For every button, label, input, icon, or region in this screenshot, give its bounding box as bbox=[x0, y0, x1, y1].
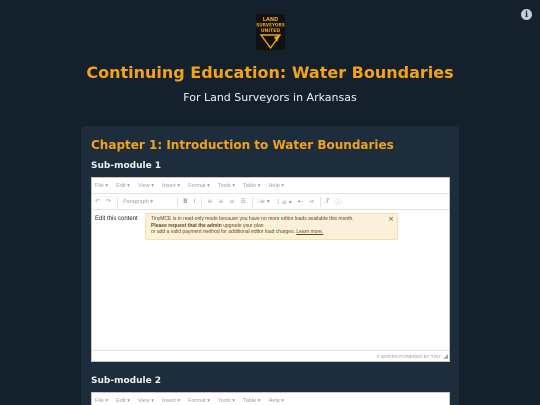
menu-file[interactable]: File ▾ bbox=[95, 397, 109, 404]
editor-statusbar bbox=[92, 350, 449, 361]
menu-table[interactable]: Table ▾ bbox=[243, 397, 261, 404]
editor-menubar bbox=[92, 393, 449, 405]
align-right-icon[interactable]: ≡ bbox=[229, 198, 235, 205]
close-icon[interactable]: × bbox=[388, 215, 394, 223]
notice-line-1: TinyMCE is in read-only mode because you have no more editor loads available this month. bbox=[151, 216, 354, 222]
readonly-notice bbox=[145, 213, 398, 240]
resize-handle-icon[interactable]: ◢ bbox=[443, 353, 448, 360]
menu-view[interactable]: View ▾ bbox=[137, 182, 155, 189]
outdent-icon[interactable]: ⇤ bbox=[297, 198, 303, 205]
learn-more-link[interactable]: Learn more. bbox=[296, 229, 324, 235]
svg-text:LAND: LAND bbox=[262, 17, 279, 23]
bold-icon[interactable]: B bbox=[183, 198, 188, 205]
format-select[interactable]: Paragraph ▾ bbox=[123, 198, 154, 205]
submodule-2-title: Sub-module 2 bbox=[91, 376, 162, 386]
menu-view[interactable]: View ▾ bbox=[137, 397, 155, 404]
company-logo bbox=[256, 14, 285, 50]
editor-toolbar bbox=[92, 194, 449, 210]
align-left-icon[interactable]: ≡ bbox=[207, 198, 213, 205]
toolbar-divider bbox=[177, 197, 178, 207]
menu-table[interactable]: Table ▾ bbox=[243, 182, 261, 189]
submodule-1-title: Sub-module 1 bbox=[91, 161, 162, 171]
undo-icon[interactable]: ↶ bbox=[95, 198, 101, 205]
word-count-status: 0 WORDS POWERED BY TINY bbox=[376, 353, 441, 359]
toolbar-divider bbox=[320, 197, 321, 207]
page-subtitle: For Land Surveyors in Arkansas bbox=[183, 91, 357, 104]
align-justify-icon[interactable]: ☰ bbox=[240, 198, 246, 205]
clear-format-icon[interactable]: T̸ bbox=[325, 198, 330, 205]
menu-tools[interactable]: Tools ▾ bbox=[217, 397, 235, 404]
help-icon[interactable]: ⓘ bbox=[335, 199, 342, 206]
toolbar-divider bbox=[201, 197, 202, 207]
submodule-2-editor[interactable] bbox=[91, 392, 450, 405]
numbered-list-icon[interactable]: ⒈≡ ▾ bbox=[275, 199, 292, 206]
menu-insert[interactable]: Insert ▾ bbox=[162, 397, 181, 404]
menu-help[interactable]: Help ▾ bbox=[268, 182, 285, 189]
italic-icon[interactable]: I bbox=[193, 198, 196, 205]
chapter-title: Chapter 1: Introduction to Water Boundaries bbox=[91, 138, 394, 152]
svg-text:SURVEYORS: SURVEYORS bbox=[256, 22, 285, 28]
menu-edit[interactable]: Edit ▾ bbox=[116, 397, 130, 404]
editor-menubar bbox=[92, 178, 449, 194]
redo-icon[interactable]: ↷ bbox=[106, 198, 112, 205]
align-center-icon[interactable]: ≡ bbox=[218, 198, 224, 205]
submodule-1-editor[interactable] bbox=[91, 177, 450, 362]
menu-format[interactable]: Format ▾ bbox=[188, 397, 210, 404]
indent-icon[interactable]: ⇥ bbox=[308, 198, 314, 205]
info-icon[interactable]: i bbox=[521, 9, 532, 20]
menu-file[interactable]: File ▾ bbox=[95, 182, 109, 189]
notice-line-3: or add a valid payment method for additional editor load charges. Learn more. bbox=[151, 229, 324, 235]
toolbar-divider bbox=[252, 197, 253, 207]
notice-bold-text: Please request that the admin bbox=[151, 222, 222, 229]
menu-insert[interactable]: Insert ▾ bbox=[162, 182, 181, 189]
chapter-card bbox=[81, 126, 459, 405]
bullet-list-icon[interactable]: ⁝≡ ▾ bbox=[257, 198, 270, 205]
editor-content-area[interactable] bbox=[92, 210, 449, 350]
svg-text:UNITED: UNITED bbox=[260, 29, 281, 34]
menu-edit[interactable]: Edit ▾ bbox=[116, 182, 130, 189]
menu-format[interactable]: Format ▾ bbox=[188, 182, 210, 189]
menu-tools[interactable]: Tools ▾ bbox=[217, 182, 235, 189]
page-title: Continuing Education: Water Boundaries bbox=[86, 63, 454, 82]
toolbar-divider bbox=[117, 197, 118, 207]
editor-content-text: Edit this content bbox=[95, 216, 138, 222]
menu-help[interactable]: Help ▾ bbox=[268, 397, 285, 404]
notice-upgrade-text: upgrade your plan bbox=[223, 222, 264, 229]
